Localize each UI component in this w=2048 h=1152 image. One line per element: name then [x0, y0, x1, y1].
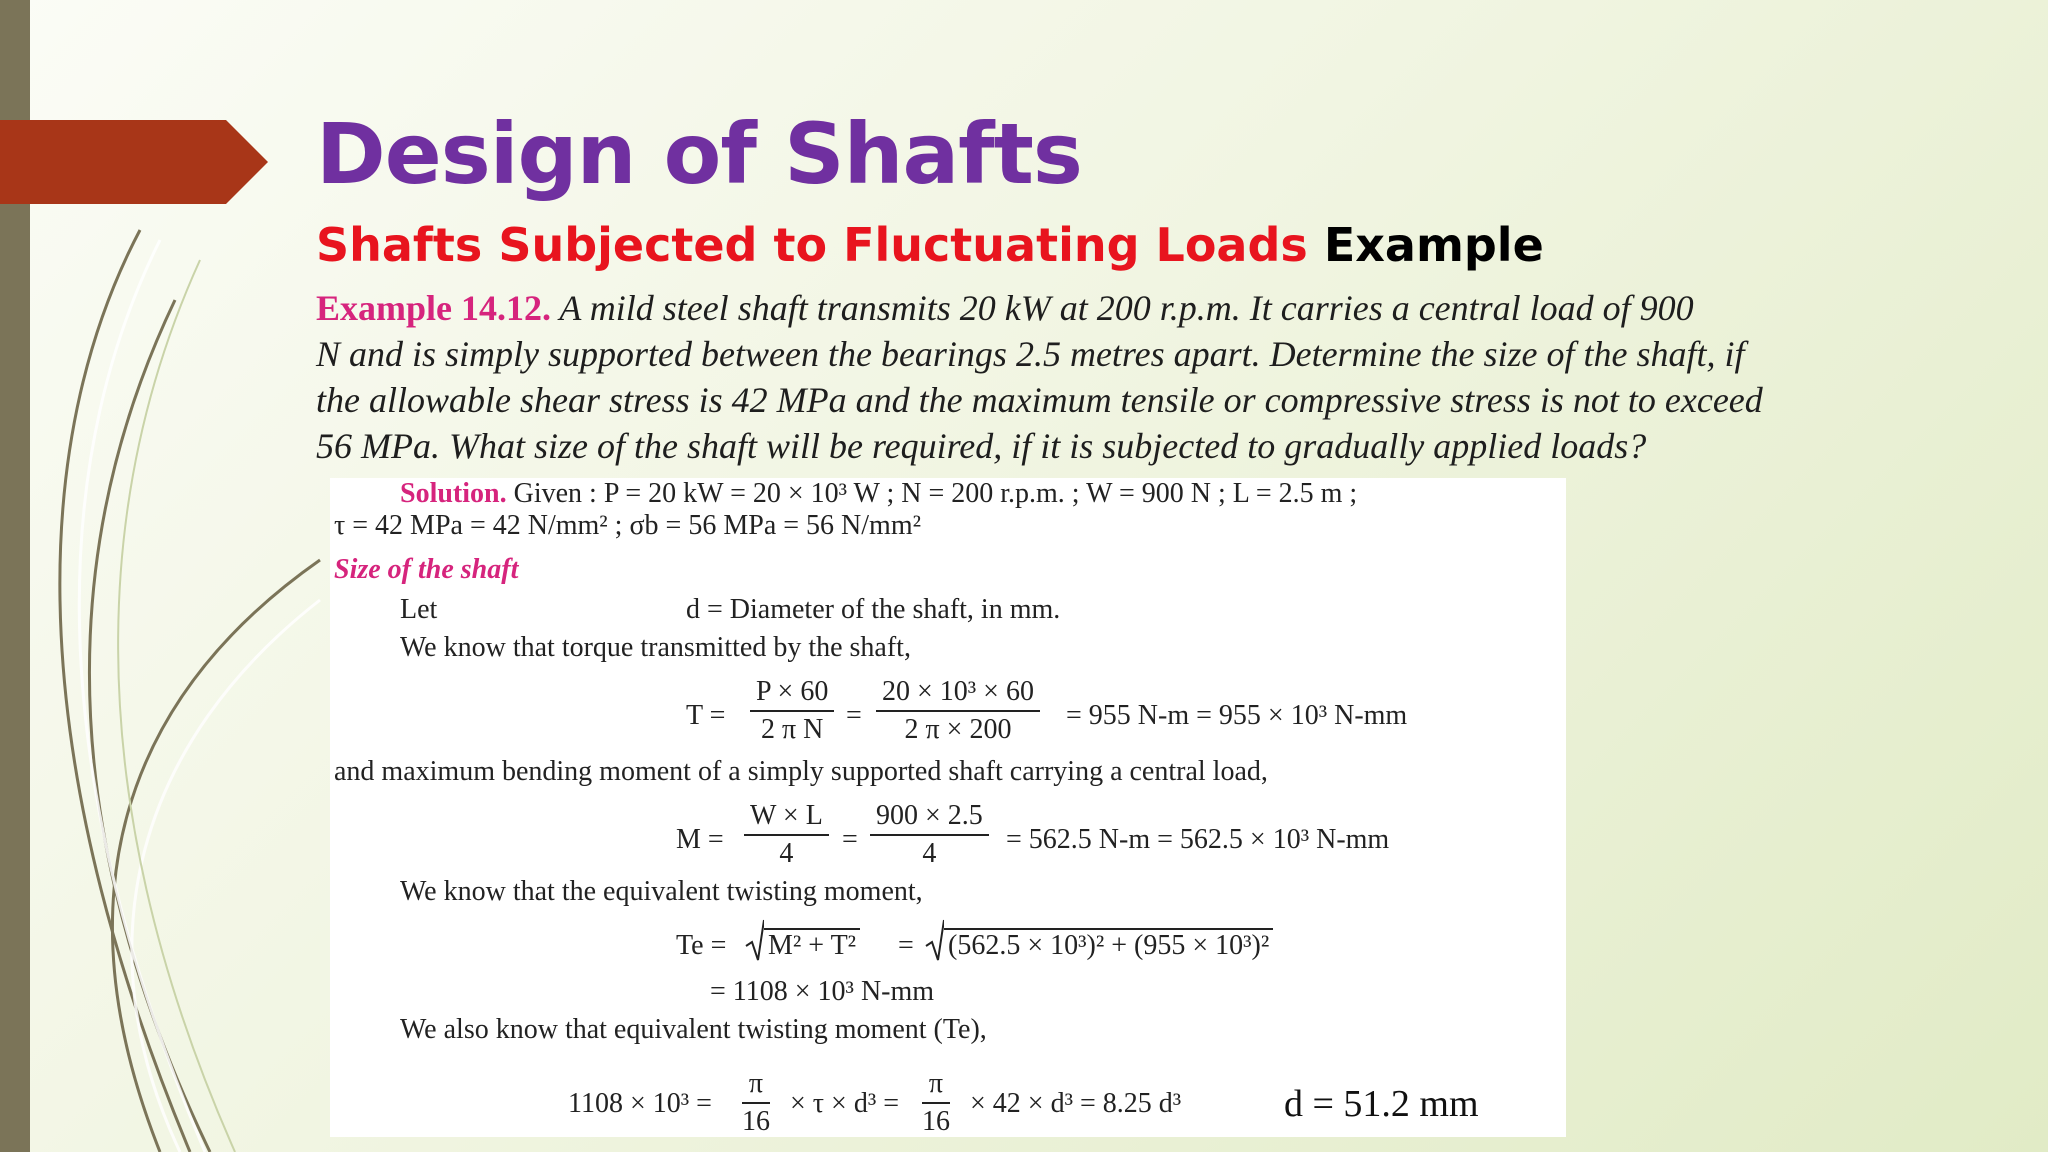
title-arrow-shape	[0, 120, 268, 204]
final-f2-numerator: π	[922, 1068, 950, 1104]
problem-line-2: N and is simply supported between the bearings 2.5 metres apart. Determine the size of the shaft, if	[316, 334, 1745, 374]
torque-f1-numerator: P × 60	[750, 676, 834, 712]
problem-line-4: 56 MPa. What size of the shaft will be required, if it is subjected to gradually applied loads?	[316, 426, 1647, 466]
final-fraction-1	[742, 1068, 770, 1138]
diameter-definition: d = Diameter of the shaft, in mm.	[686, 594, 1061, 625]
square-root-icon	[744, 918, 764, 964]
section-heading: Size of the shaft	[334, 554, 519, 585]
bending-f2-numerator: 900 × 2.5	[870, 800, 989, 836]
bending-f1-numerator: W × L	[744, 800, 829, 836]
bending-result: = 562.5 N-m = 562.5 × 10³ N-mm	[1006, 824, 1390, 855]
final-lhs: 1108 × 10³ =	[568, 1088, 712, 1119]
problem-statement	[316, 285, 1896, 469]
bending-fraction-2	[870, 800, 989, 870]
final-f1-numerator: π	[742, 1068, 770, 1104]
torque-lhs: T =	[686, 700, 726, 731]
torque-f2-numerator: 20 × 10³ × 60	[876, 676, 1040, 712]
given-values: Given : P = 20 kW = 20 × 10³ W ; N = 200 r.p.m. ; W = 900 N ; L = 2.5 m ;	[513, 478, 1358, 509]
bending-intro: and maximum bending moment of a simply supported shaft carrying a central load,	[334, 756, 1268, 787]
final-fraction-2	[922, 1068, 950, 1138]
example-label: Example 14.12.	[316, 288, 552, 328]
torque-fraction-1	[750, 676, 834, 746]
problem-text-1: A mild steel shaft transmits 20 kW at 200 r.p.m. It carries a central load of 900	[559, 288, 1694, 328]
te-result: = 1108 × 10³ N-mm	[710, 976, 935, 1007]
torque-f2-denominator: 2 π × 200	[904, 714, 1012, 745]
equals-sign: =	[846, 700, 862, 731]
bending-f2-denominator: 4	[922, 838, 937, 869]
problem-line-3: the allowable shear stress is 42 MPa and the maximum tensile or compressive stress is not to exceed	[316, 380, 1763, 420]
solution-panel	[330, 478, 1566, 1137]
equivalent-intro: We know that the equivalent twisting moment,	[400, 876, 923, 907]
bending-f1-denominator: 4	[779, 838, 794, 869]
torque-f1-denominator: 2 π N	[760, 714, 824, 745]
solution-given-line	[400, 478, 1357, 510]
final-f2-denominator: 16	[922, 1106, 950, 1137]
te-lhs: Te =	[676, 930, 727, 961]
te-radicand-2: (562.5 × 10³)² + (955 × 10³)²	[944, 928, 1273, 962]
square-root-icon	[924, 918, 944, 964]
equivalent-intro-2: We also know that equivalent twisting moment (Te),	[400, 1014, 987, 1045]
final-rhs-expression: × 42 × d³ = 8.25 d³	[970, 1088, 1182, 1119]
equals-sign: =	[898, 930, 914, 961]
torque-intro: We know that torque transmitted by the shaft,	[400, 632, 911, 663]
problem-line-1	[316, 285, 1896, 331]
given-stresses: τ = 42 MPa = 42 N/mm² ; σb = 56 MPa = 56 N/mm²	[334, 510, 921, 541]
te-radicand-1: M² + T²	[764, 928, 860, 962]
solution-heading: Solution.	[400, 478, 507, 509]
torque-result: = 955 N-m = 955 × 10³ N-mm	[1066, 700, 1408, 731]
subtitle-example-word: Example	[1323, 218, 1544, 272]
let-label: Let	[400, 594, 438, 625]
final-f1-denominator: 16	[742, 1106, 770, 1137]
bending-lhs: M =	[676, 824, 724, 855]
slide-title: Design of Shafts	[316, 105, 1082, 203]
torque-fraction-2	[876, 676, 1040, 746]
final-answer: d = 51.2 mm	[1284, 1083, 1479, 1125]
bending-fraction-1	[744, 800, 829, 870]
equals-sign: =	[842, 824, 858, 855]
slide-subtitle	[316, 218, 1544, 272]
final-mid-expression: × τ × d³ =	[790, 1088, 900, 1119]
subtitle-topic: Shafts Subjected to Fluctuating Loads	[316, 218, 1308, 272]
